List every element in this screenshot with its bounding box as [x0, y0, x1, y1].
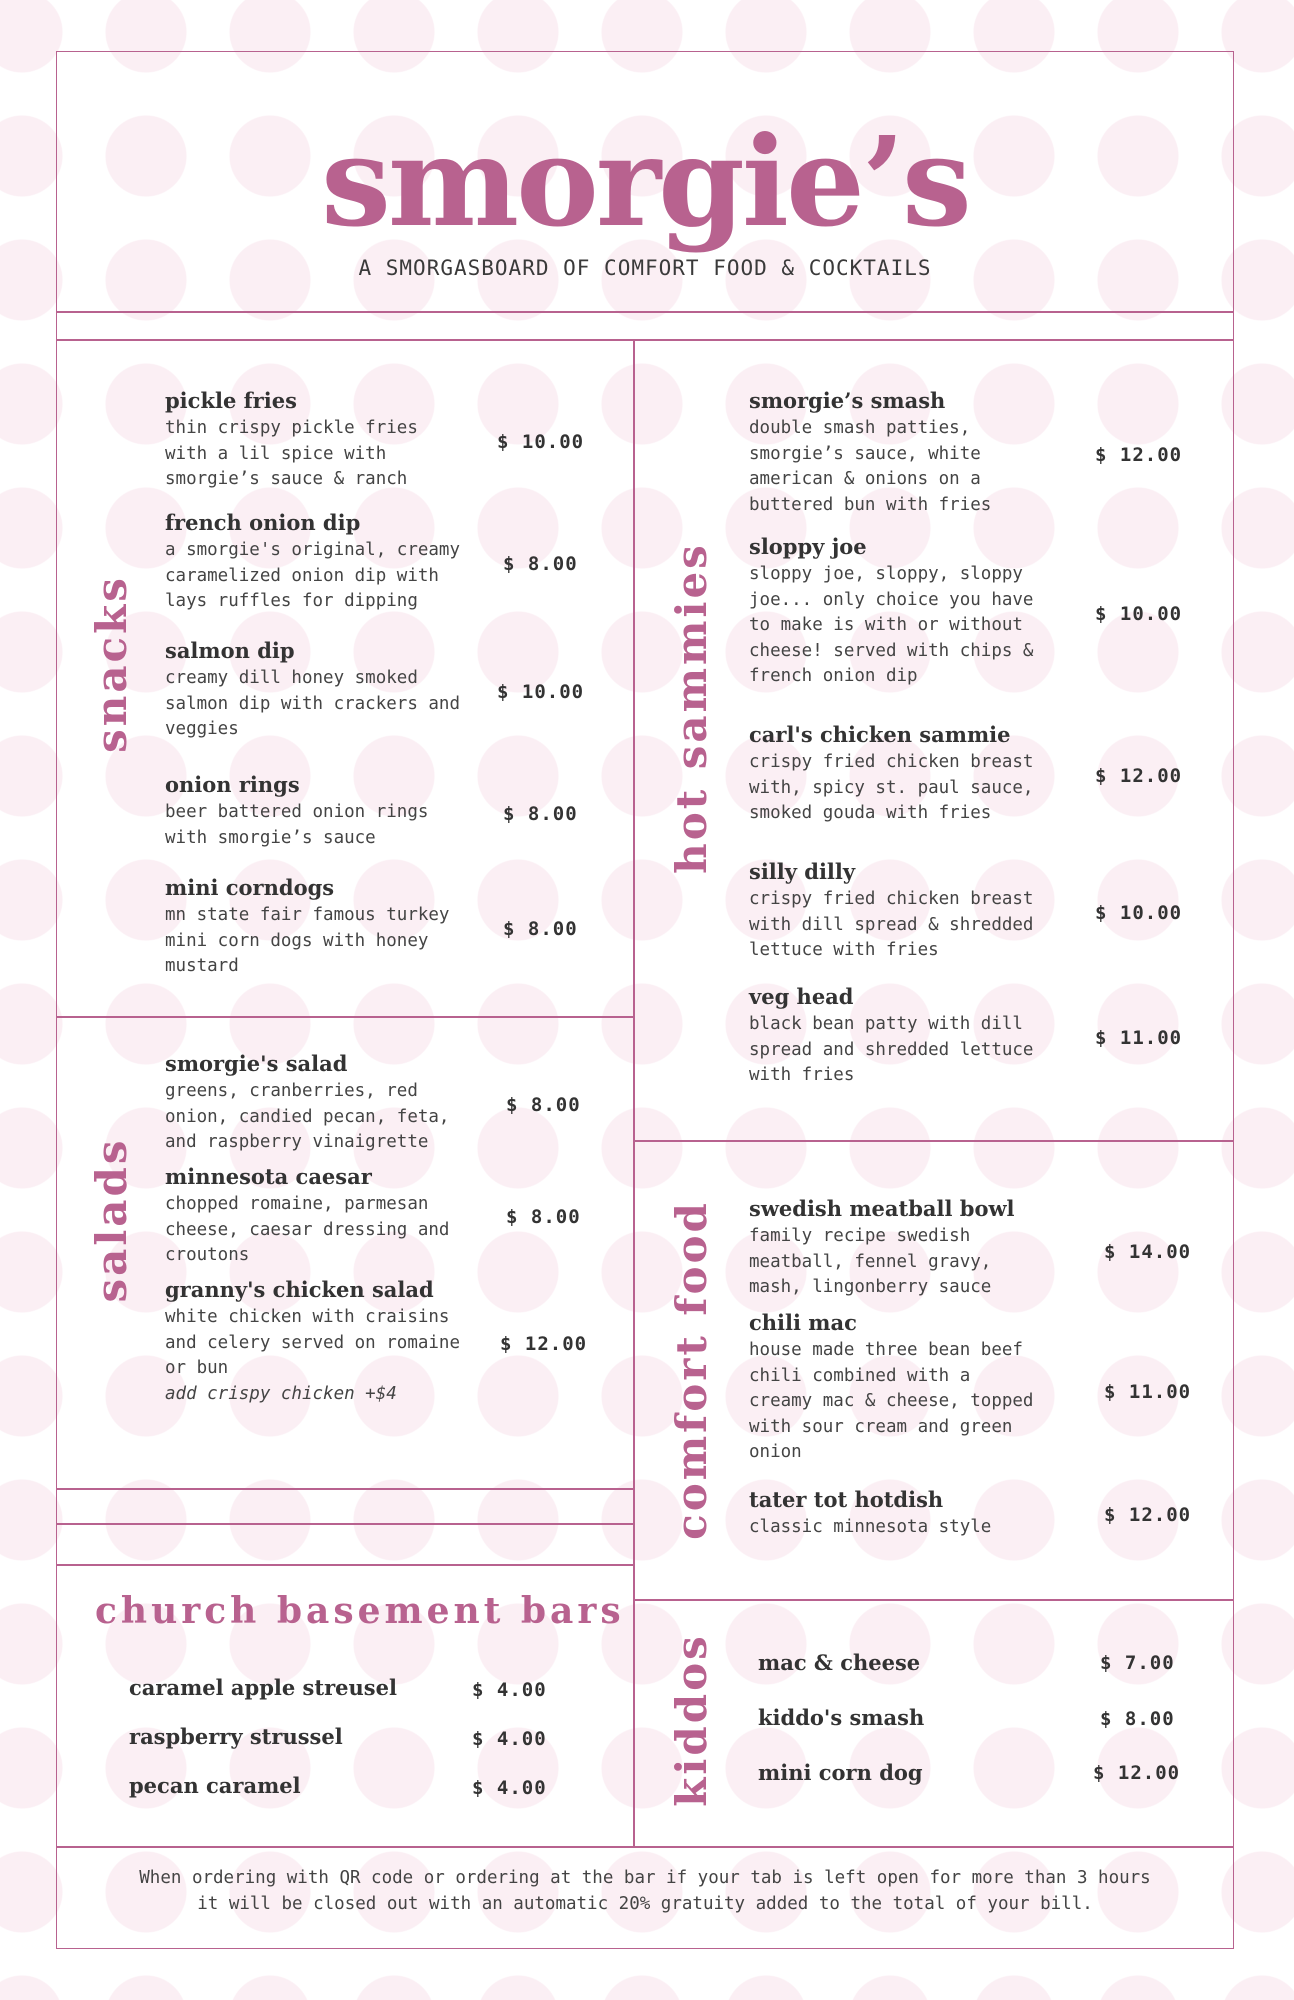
divider: [633, 1140, 1234, 1142]
item-price: $ 12.00: [1095, 765, 1183, 787]
kiddo-item-name: kiddo's smash: [758, 1705, 925, 1730]
item-name: carl's chicken sammie: [749, 722, 1011, 747]
item-price: $ 10.00: [1095, 902, 1183, 924]
item-description: classic minnesota style: [749, 1517, 992, 1537]
divider: [633, 1599, 1234, 1601]
divider: [56, 1523, 633, 1525]
item-description: thin crispy pickle fries with a lil spice with smorgie’s sauce & ranch: [165, 418, 418, 489]
item-price: $ 8.00: [506, 1206, 581, 1228]
item-description: creamy dill honey smoked salmon dip with crackers and veggies: [165, 668, 461, 739]
item-name: salmon dip: [165, 638, 295, 663]
menu-item: [165, 388, 418, 493]
menu-item: [165, 875, 449, 980]
bar-item-name: raspberry strussel: [129, 1724, 343, 1749]
divider: [56, 1488, 633, 1490]
kiddo-item-name: mini corn dog: [758, 1760, 923, 1785]
menu-item: [749, 388, 991, 518]
menu-item: [749, 1487, 991, 1541]
bar-item-price: $ 4.00: [472, 1679, 547, 1701]
item-name: onion rings: [165, 772, 300, 797]
divider: [56, 1564, 633, 1566]
menu-item: [165, 1051, 449, 1156]
item-name: veg head: [749, 984, 854, 1009]
item-name: french onion dip: [165, 510, 361, 535]
menu-item: [165, 772, 428, 851]
menu-item: [165, 510, 460, 615]
item-name: pickle fries: [165, 388, 297, 413]
section-label-kiddos: kiddos: [667, 1633, 716, 1807]
menu-item: [165, 638, 460, 743]
item-price: $ 10.00: [1095, 603, 1183, 625]
menu-item: [749, 1310, 1033, 1462]
item-name: swedish meatball bowl: [749, 1196, 1015, 1221]
divider: [56, 1016, 633, 1018]
item-price: $ 12.00: [500, 1333, 588, 1355]
item-description: black bean patty with dill spread and shredded lettuce with fries: [749, 1014, 1034, 1085]
item-description: beer battered onion rings with smorgie’s sauce: [165, 802, 429, 848]
menu-item: [165, 1277, 460, 1407]
menu-item: [749, 722, 1033, 827]
item-price: $ 14.00: [1104, 1241, 1192, 1263]
item-description: greens, cranberries, red onion, candied pecan, feta, and raspberry vinaigrette: [165, 1081, 450, 1152]
footer-line: it will be closed out with an automatic 20% gratuity added to the total of your bill.: [197, 1894, 1093, 1914]
bar-item-price: $ 4.00: [472, 1728, 547, 1750]
item-price: $ 12.00: [1104, 1504, 1192, 1526]
divider: [633, 339, 635, 1846]
section-label-comfort-food: comfort food: [667, 1200, 716, 1540]
item-price: $ 12.00: [1095, 444, 1183, 466]
item-description: chopped romaine, parmesan cheese, caesar dressing and croutons: [165, 1194, 450, 1265]
item-description: crispy fried chicken breast with dill spread & shredded lettuce with fries: [749, 889, 1034, 960]
menu-item: [749, 984, 1033, 1089]
item-description: family recipe swedish meatball, fennel gravy, mash, lingonberry sauce: [749, 1226, 992, 1297]
divider: [56, 1846, 1234, 1848]
kiddo-item-price: $ 8.00: [1100, 1708, 1175, 1730]
item-name: mini corndogs: [165, 875, 335, 900]
item-description: mn state fair famous turkey mini corn dogs with honey mustard: [165, 905, 450, 976]
tagline: A SMORGASBOARD OF COMFORT FOOD & COCKTAILS: [358, 256, 932, 280]
item-description: crispy fried chicken breast with, spicy st. paul sauce, smoked gouda with fries: [749, 752, 1034, 823]
menu-item: [749, 534, 1033, 690]
menu-item: [749, 1196, 1015, 1301]
item-price: $ 8.00: [506, 1094, 581, 1116]
divider: [56, 311, 1234, 313]
footer-notice: [56, 1865, 1234, 1917]
section-label-snacks: snacks: [87, 575, 136, 753]
kiddo-item-price: $ 12.00: [1093, 1762, 1181, 1784]
section-label-salads: salads: [87, 1137, 136, 1303]
menu-item: [749, 859, 1033, 964]
bar-item-price: $ 4.00: [472, 1777, 547, 1799]
logo: smorgie’s: [321, 110, 969, 255]
item-name: smorgie's salad: [165, 1051, 348, 1076]
header: [56, 51, 1234, 311]
item-note: add crispy chicken +$4: [165, 1383, 397, 1404]
item-name: granny's chicken salad: [165, 1277, 434, 1302]
item-name: sloppy joe: [749, 534, 867, 559]
item-name: chili mac: [749, 1310, 857, 1335]
item-description: house made three bean beef chili combined with a creamy mac & cheese, topped with sour cream and green onion: [749, 1340, 1034, 1462]
item-name: minnesota caesar: [165, 1164, 372, 1189]
item-description: sloppy joe, sloppy, sloppy joe... only choice you have to make is with or without cheese! served with chips & french onion dip: [749, 564, 1034, 686]
kiddo-item-name: mac & cheese: [758, 1650, 921, 1675]
item-description: white chicken with craisins and celery served on romaine or bun: [165, 1307, 461, 1378]
bar-item-name: caramel apple streusel: [129, 1675, 397, 1700]
item-price: $ 8.00: [503, 803, 578, 825]
divider: [56, 339, 1234, 341]
kiddo-item-price: $ 7.00: [1100, 1652, 1175, 1674]
item-price: $ 8.00: [503, 918, 578, 940]
item-name: tater tot hotdish: [749, 1487, 944, 1512]
item-price: $ 10.00: [497, 431, 585, 453]
section-label-hot-sammies: hot sammies: [667, 542, 716, 874]
item-name: smorgie’s smash: [749, 388, 946, 413]
item-price: $ 11.00: [1095, 1027, 1183, 1049]
menu-frame: [56, 51, 1234, 1949]
item-price: $ 10.00: [497, 681, 585, 703]
section-title-bars: church basement bars: [95, 1590, 625, 1632]
footer-line: When ordering with QR code or ordering at the bar if your tab is left open for more than 3 hours: [139, 1868, 1151, 1888]
item-price: $ 8.00: [503, 553, 578, 575]
item-description: a smorgie's original, creamy caramelized onion dip with lays ruffles for dipping: [165, 540, 461, 611]
item-name: silly dilly: [749, 859, 856, 884]
item-price: $ 11.00: [1104, 1381, 1192, 1403]
menu-item: [165, 1164, 449, 1269]
item-description: double smash patties, smorgie’s sauce, white american & onions on a buttered bun with fries: [749, 418, 992, 515]
bar-item-name: pecan caramel: [129, 1773, 301, 1798]
